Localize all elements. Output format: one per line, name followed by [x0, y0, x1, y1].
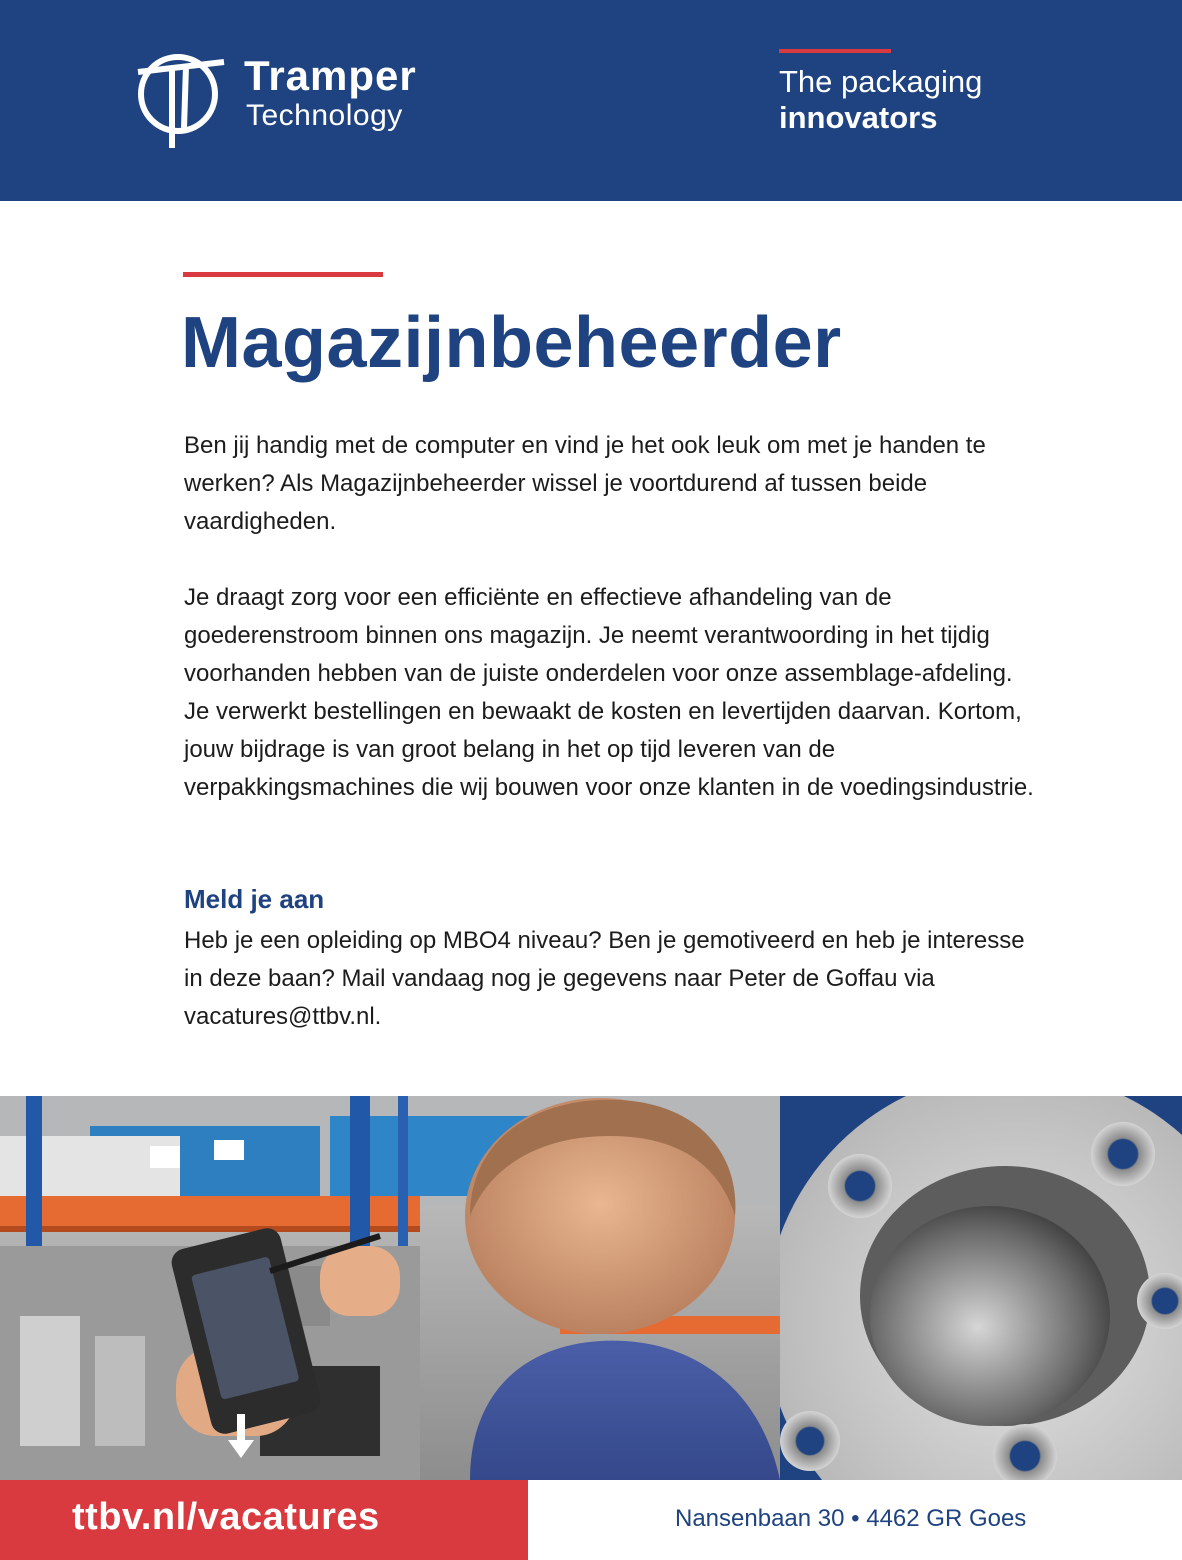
job-description: Je draagt zorg voor een efficiënte en effectieve afhandeling van de goederenstroom binnen ons magazijn. Je neemt verantwoording in het tijdig voorhanden hebben van de juiste onderdelen voor onze assemblage-afdeling. Je verwerkt bestellingen en bewaakt de kosten en levertijden daarvan. Kortom, jouw bijdrage is van groot belang in het op tijd leveren van de verpakkingsmachines die wij bouwen voor onze klanten in de voedingsindustrie.: [184, 584, 1034, 801]
footer-address-bar: [528, 1480, 1182, 1560]
brand-name: Tramper: [244, 52, 417, 99]
job-title: Magazijnbeheerder: [181, 303, 842, 383]
tagline-line-1: The packaging: [779, 64, 983, 99]
machined-part-photo: [780, 1096, 1182, 1480]
apply-text: Heb je een opleiding op MBO4 niveau? Ben je gemotiveerd en heb je interesse in deze baan? Mail vandaag nog je gegevens naar Peter de Goffau via vacatures@ttbv.nl.: [184, 927, 1025, 1030]
job-intro: Ben jij handig met de computer en vind je het ook leuk om met je handen te werken? Als Magazijnbeheerder wissel je voortdurend af tussen beide vaardigheden.: [184, 432, 986, 535]
tramper-logo-icon: [136, 48, 226, 148]
footer-url-bar: [0, 1480, 528, 1560]
title-accent-bar: [183, 272, 383, 277]
header: [0, 0, 1182, 201]
footer-address: Nansenbaan 30 • 4462 GR Goes: [675, 1505, 1027, 1532]
tagline-accent-bar: [779, 49, 891, 53]
brand-subtitle: Technology: [246, 99, 403, 132]
tagline-line-2: innovators: [779, 100, 938, 135]
warehouse-photo: [0, 1096, 780, 1480]
apply-heading: Meld je aan: [184, 884, 325, 914]
footer-url-link[interactable]: ttbv.nl/vacatures: [72, 1496, 380, 1538]
